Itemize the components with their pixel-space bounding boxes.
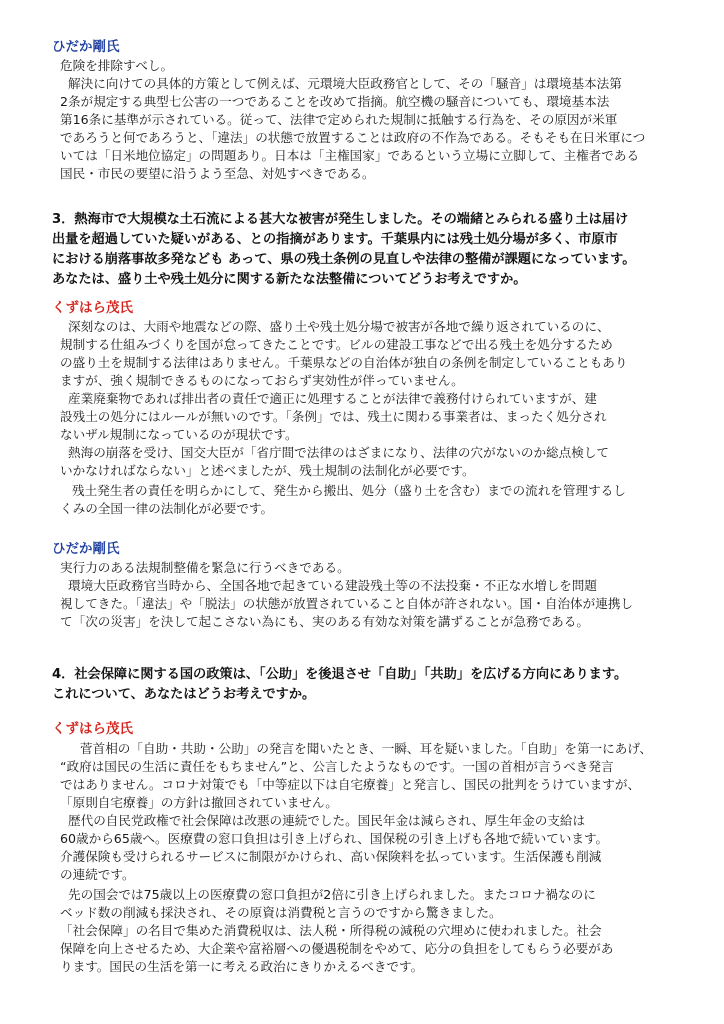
answer-line: 実行力のある法規制整備を緊急に行うべきである。 [60, 560, 350, 575]
answer-line: ますが、強く規制できるものになっておらず実効性が伴っていません。 [60, 373, 464, 388]
speaker-name: ひだか剛氏 [52, 541, 120, 557]
answer-line: くみの全国一律の法制化が必要です。 [60, 501, 274, 516]
answer-line: いかなければならない」と述べましたが、残土規制の法制化が必要です。 [60, 463, 475, 478]
answer-line: いては「日米地位協定」の問題あり。日本は「主権国家」であるという立場に立脚して、主権者である [60, 148, 640, 163]
answer-line: の連続です。 [60, 867, 135, 882]
answer-line: ります。国民の生活を第一に考える政治にきりかえるべきです。 [60, 959, 424, 974]
answer-line: 国民・市民の要望に沿うよう至急、対処すべきである。 [60, 166, 375, 181]
answer-line: 先の国会では75歳以上の医療費の窓口負担が2倍に引き上げられました。またコロナ禍なのに [68, 887, 596, 902]
question-line: 3．熱海市で大規模な土石流による甚大な被害が発生しました。その端緒とみられる盛り土は届け [52, 212, 629, 227]
answer-line: の盛り土を規制する法律はありません。千葉県などの自治体が独自の条例を制定していることもあり [60, 355, 628, 370]
question-line: における崩落事故多発なども あって、県の残土条例の見直しや法律の整備が課題になっています。 [52, 252, 636, 267]
question-line: 出量を超過していた疑いがある、との指摘があります。千葉県内には残土処分場が多く、市原市 [52, 232, 618, 247]
answer-line: 規制する仕組みづくりを国が怠ってきたことです。ビルの建設工事などで出る残土を処分するため [60, 337, 613, 352]
answer-line: て「次の災害」を決して起こさない為にも、実のある有効な対策を講ずることが急務である。 [60, 614, 589, 629]
answer-line: 視してきた。「違法」や「脱法」の状態が放置されていること自体が許されない。国・自治体が連携し [60, 596, 634, 611]
speaker-name: ひだか剛氏 [52, 39, 120, 55]
answer-line: 介護保険も受けられるサービスに制限がかけられ、高い保険料を払っています。生活保護も削減 [60, 849, 602, 864]
answer-line: 第16条に基準が示されている。従って、法律で定められた規制に抵触する行為を、その原因が米軍 [60, 112, 618, 127]
answer-line: “政府は国民の生活に責任をもちません”と、公言したようなものです。一国の首相が言うべき発言 [60, 759, 614, 774]
answer-line: 「原則自宅療養」の方針は撤回されていません。 [60, 795, 338, 810]
answer-line: 熱海の崩落を受け、国交大臣が「省庁間で法律のはざまになり、法律の穴がないのか総点検して [68, 445, 610, 460]
answer-line: 深刻なのは、大雨や地震などの際、盛り土や残土処分場で被害が各地で繰り返されているのに、 [68, 319, 610, 334]
answer-line: 保障を向上させるため、大企業や富裕層への優遇税制をやめて、応分の負担をしてもらう必要があ [60, 941, 614, 956]
answer-line: 危険を排除すべし。 [60, 58, 174, 73]
answer-line: 「社会保障」の名目で集めた消費税収は、法人税・所得税の減税の穴埋めに使われました。社会 [60, 923, 602, 938]
speaker-name: くずはら茂氏 [52, 721, 133, 737]
answer-line: 菅首相の「自助・共助・公助」の発言を聞いたとき、一瞬、耳を疑いました。「自助」を第一にあげ、 [80, 741, 653, 756]
answer-line: 2条が規定する典型七公害の一つであることを改めて指摘。航空機の騒音についても、環境基本法 [60, 94, 610, 109]
speaker-name: くずはら茂氏 [52, 300, 133, 316]
question-line: 4．社会保障に関する国の政策は、「公助」を後退させ「自助」「共助」を広げる方向にあります。 [52, 667, 628, 682]
answer-line: 産業廃棄物であれば排出者の責任で適正に処理することが法律で義務付けられていますが、建 [68, 391, 597, 406]
question-line: これについて、あなたはどうお考えですか。 [52, 687, 316, 702]
answer-line: 歴代の自民党政権で社会保障は改悪の連続でした。国民年金は減らされ、厚生年金の支給は [68, 813, 586, 828]
answer-line: 設残土の処分にはルールが無いのです。「条例」では、残土に関わる事業者は、まったく処分され [60, 409, 607, 424]
answer-line: ではありません。コロナ対策でも「中等症以下は自宅療養」と発言し、国民の批判をうけていますが、 [60, 777, 641, 792]
answer-line: 環境大臣政務官当時から、全国各地で起きている建設残土等の不法投棄・不正な水増しを問題 [68, 578, 597, 593]
answer-line: 解決に向けての具体的方策として例えば、元環境大臣政務官として、その「騒音」は環境基本法第 [68, 76, 622, 91]
answer-line: 残土発生者の責任を明らかにして、発生から搬出、処分（盛り土を含む）までの流れを管理するし [72, 483, 626, 498]
answer-line: であろうと何であろうと、「違法」の状態で放置することは政府の不作為である。そもそも在日米軍につ [60, 130, 646, 145]
question-line: あなたは、盛り土や残土処分に関する新たな法整備についてどうお考えですか。 [52, 272, 527, 287]
answer-line: ないザル規制になっているのが現状です。 [60, 427, 298, 442]
answer-line: ベッド数の削減も採決され、その原資は消費税と言うのですから驚きました。 [60, 905, 502, 920]
answer-line: 60歳から65歳へ。医療費の窓口負担は引き上げられ、国保税の引き上げも各地で続いています。 [60, 831, 609, 846]
